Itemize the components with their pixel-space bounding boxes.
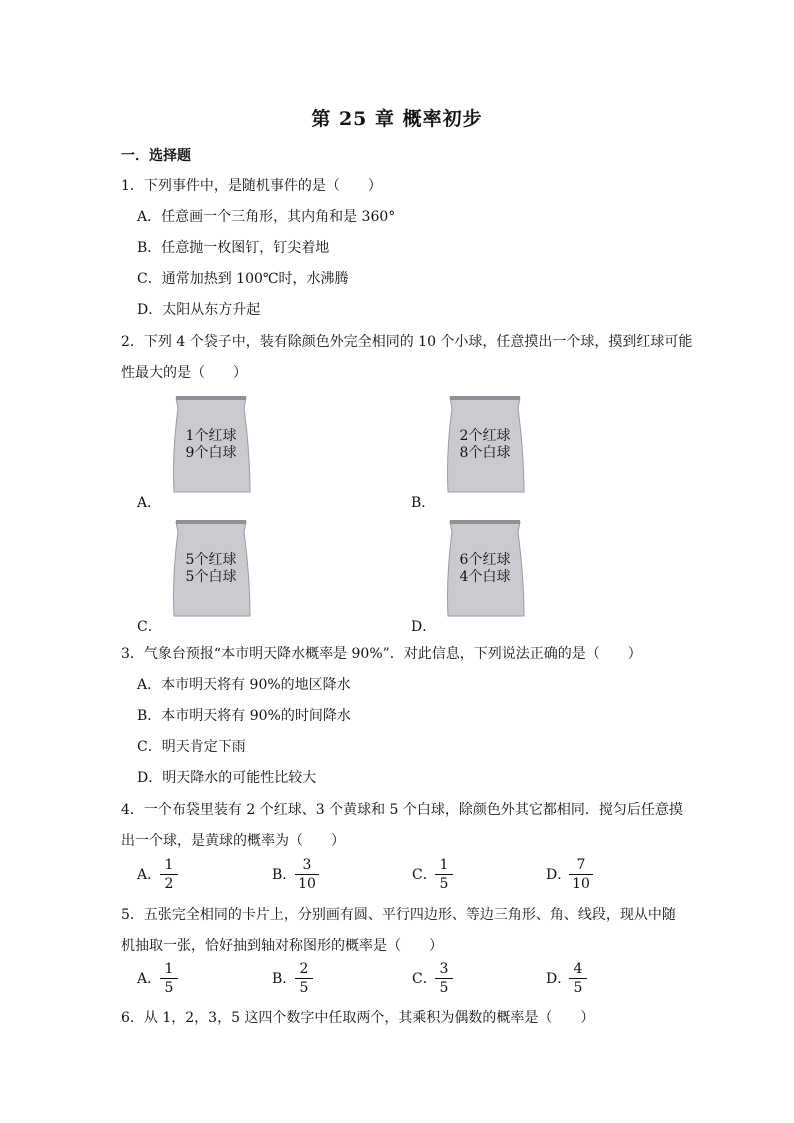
question-1-option-b: B．任意抛一枚图钉，钉尖着地 xyxy=(137,240,330,256)
bag-c-red-count: 5个红球 xyxy=(185,552,237,568)
question-1-option-a: A．任意画一个三角形，其内角和是 360° xyxy=(137,209,396,225)
fraction-numerator: 1 xyxy=(439,857,449,873)
bag-option-c-letter: C． xyxy=(137,619,162,635)
fraction-denominator: 2 xyxy=(164,876,174,892)
fraction-numerator: 1 xyxy=(164,961,174,977)
question-5-option-a-letter: A． xyxy=(137,971,162,987)
question-3-option-d: D．明天降水的可能性比较大 xyxy=(137,770,317,786)
bag-b-red-count: 2个红球 xyxy=(459,428,511,444)
question-1-option-c: C．通常加热到 100℃时，水沸腾 xyxy=(137,271,349,287)
question-5-option-d-fraction xyxy=(569,961,587,996)
page-title: 第 25 章 概率初步 xyxy=(311,108,483,130)
question-4-stem-line-2: 出一个球，是黄球的概率为（ ） xyxy=(121,833,345,849)
bag-image-c xyxy=(170,518,252,622)
fraction-denominator: 5 xyxy=(439,876,449,892)
question-4-option-c-letter: C． xyxy=(412,867,437,883)
fraction-numerator: 3 xyxy=(302,857,312,873)
bag-b-white-count: 8个白球 xyxy=(459,445,511,461)
bag-c-white-count: 5个白球 xyxy=(185,569,237,585)
question-5-stem-line-2: 机抽取一张，恰好抽到轴对称图形的概率是（ ） xyxy=(121,938,443,954)
question-5-option-b-letter: B． xyxy=(272,971,297,987)
question-5-option-c-letter: C． xyxy=(412,971,437,987)
question-4-option-c-fraction xyxy=(435,857,453,892)
question-3-option-c: C．明天肯定下雨 xyxy=(137,739,246,755)
question-4-stem-line-1: 4．一个布袋里装有 2 个红球、3 个黄球和 5 个白球，除颜色外其它都相同．搅匀后任意摸 xyxy=(121,802,683,818)
bag-d-red-count: 6个红球 xyxy=(459,552,511,568)
fraction-numerator: 1 xyxy=(164,857,174,873)
fraction-denominator: 5 xyxy=(164,980,174,996)
bag-option-d-letter: D． xyxy=(411,619,437,635)
bag-option-b-letter: B． xyxy=(411,495,436,511)
section-heading: 一．选择题 xyxy=(121,148,191,164)
question-3-option-b: B．本市明天将有 90%的时间降水 xyxy=(137,708,351,724)
question-5-option-b-fraction xyxy=(295,961,313,996)
bag-image-a xyxy=(170,394,252,498)
bag-option-a-letter: A． xyxy=(137,495,162,511)
fraction-denominator: 10 xyxy=(298,876,316,892)
question-5-option-a-fraction xyxy=(160,961,178,996)
fraction-numerator: 2 xyxy=(299,961,309,977)
bag-d-white-count: 4个白球 xyxy=(459,569,511,585)
question-2-stem-line-2: 性最大的是（ ） xyxy=(121,365,247,381)
question-3-option-a: A．本市明天将有 90%的地区降水 xyxy=(137,677,351,693)
question-4-option-d-letter: D． xyxy=(546,867,572,883)
bag-image-b xyxy=(444,394,526,498)
question-4-option-a-letter: A． xyxy=(137,867,162,883)
fraction-numerator: 4 xyxy=(573,961,583,977)
fraction-denominator: 10 xyxy=(572,876,590,892)
bag-a-red-count: 1个红球 xyxy=(185,428,237,444)
fraction-denominator: 5 xyxy=(439,980,449,996)
fraction-denominator: 5 xyxy=(573,980,583,996)
fraction-numerator: 3 xyxy=(439,961,449,977)
question-5-option-c-fraction xyxy=(435,961,453,996)
fraction-numerator: 7 xyxy=(576,857,586,873)
fraction-denominator: 5 xyxy=(299,980,309,996)
question-4-option-d-fraction xyxy=(569,857,593,892)
question-4-option-b-fraction xyxy=(295,857,319,892)
question-1-option-d: D．太阳从东方升起 xyxy=(137,302,261,318)
question-5-option-d-letter: D． xyxy=(546,971,572,987)
question-4-option-b-letter: B． xyxy=(272,867,297,883)
question-5-stem-line-1: 5．五张完全相同的卡片上，分别画有圆、平行四边形、等边三角形、角、线段，现从中随 xyxy=(121,907,676,923)
question-4-option-a-fraction xyxy=(160,857,178,892)
question-3-stem: 3．气象台预报“本市明天降水概率是 90%”．对此信息，下列说法正确的是（ ） xyxy=(121,646,642,662)
bag-image-d xyxy=(444,518,526,622)
bag-a-white-count: 9个白球 xyxy=(185,445,237,461)
question-6-stem: 6．从 1，2，3，5 这四个数字中任取两个，其乘积为偶数的概率是（ ） xyxy=(121,1010,595,1026)
question-1-stem: 1．下列事件中，是随机事件的是（ ） xyxy=(121,178,382,194)
question-2-stem-line-1: 2．下列 4 个袋子中，装有除颜色外完全相同的 10 个小球，任意摸出一个球，摸到红球可能 xyxy=(121,334,693,350)
